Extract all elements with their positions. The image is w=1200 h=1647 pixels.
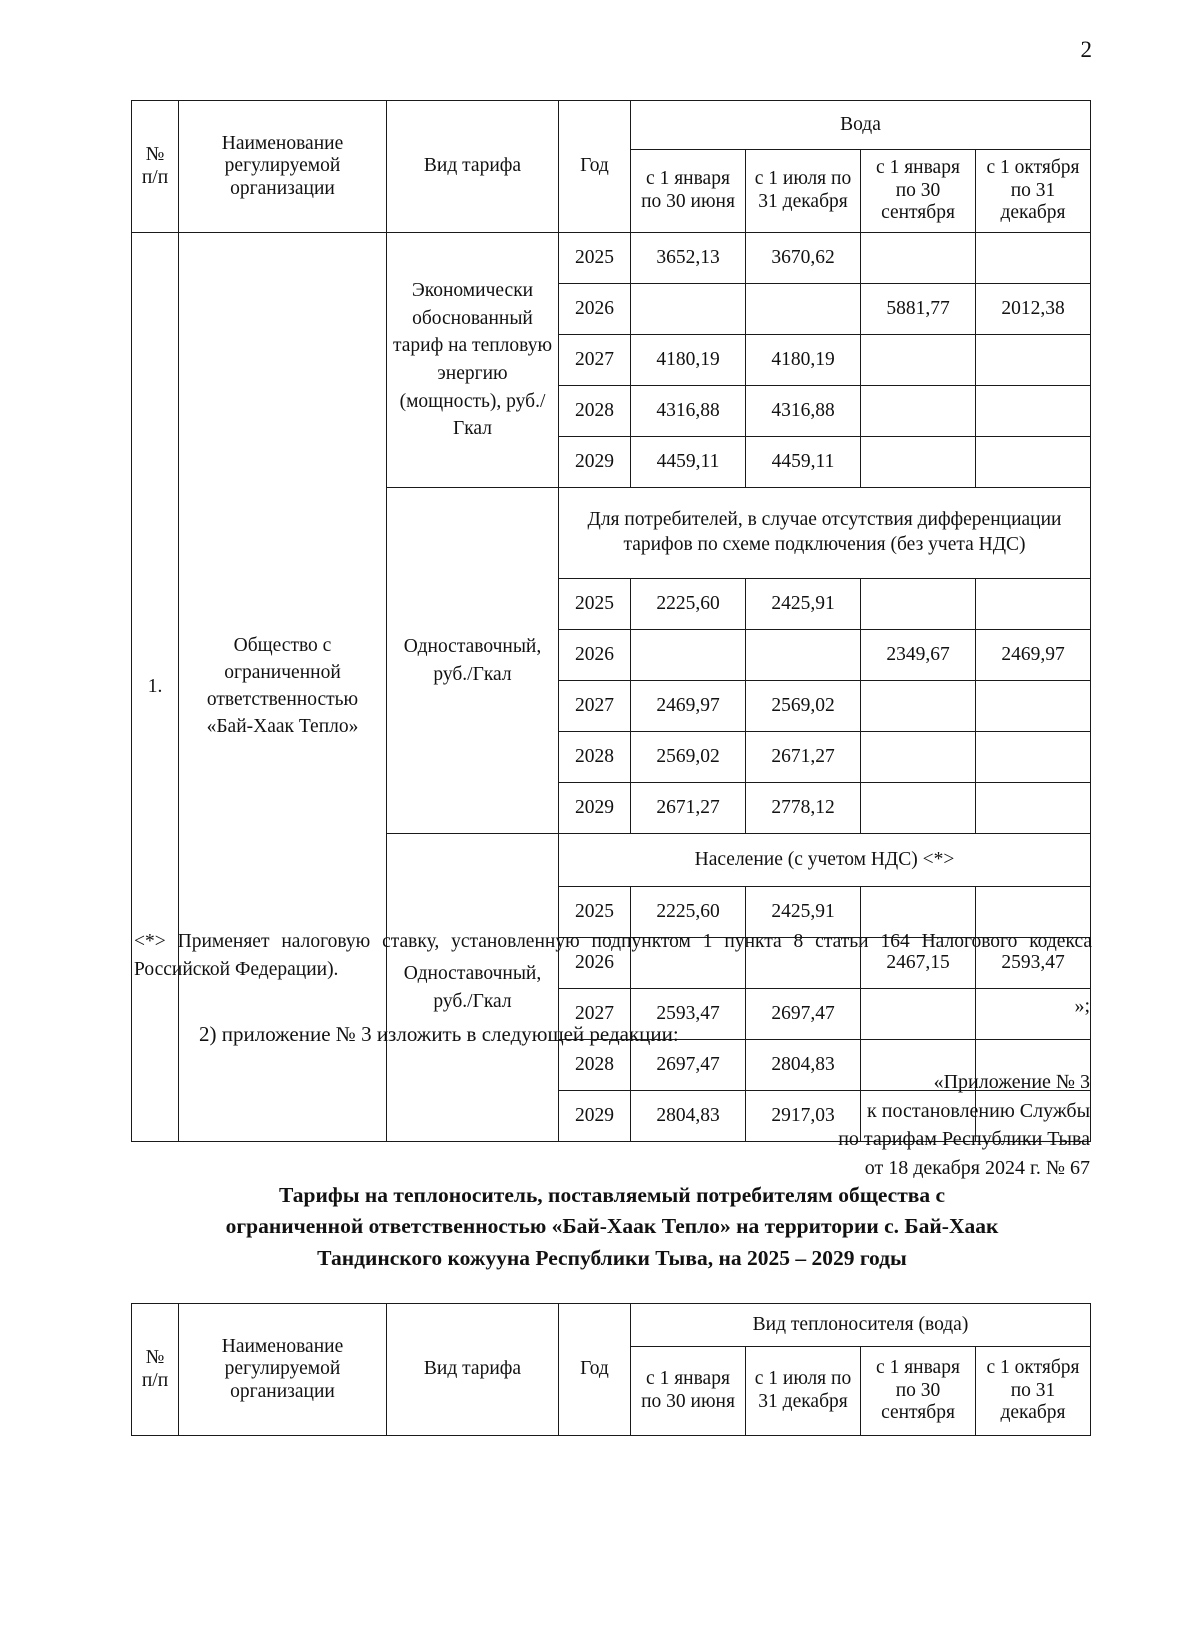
value-p1: 4180,19 xyxy=(631,335,746,386)
appendix-line-4: от 18 декабря 2024 г. № 67 xyxy=(864,1156,1090,1179)
value-p4 xyxy=(976,335,1091,386)
value-p2: 2917,03 xyxy=(746,1091,861,1142)
value-p2: 2804,83 xyxy=(746,1040,861,1091)
header-year: Год xyxy=(559,101,631,233)
section-banner-1: Для потребителей, в случае отсутствия дифференциации тарифов по схеме подключения (без учета НДС) xyxy=(559,488,1091,579)
value-p1 xyxy=(631,284,746,335)
value-p3 xyxy=(861,989,976,1040)
tariff-table-heat-energy xyxy=(131,100,1091,1142)
value-p1: 4459,11 xyxy=(631,437,746,488)
value-p1: 2593,47 xyxy=(631,989,746,1040)
year-cell: 2027 xyxy=(559,335,631,386)
value-p4 xyxy=(976,437,1091,488)
value-p4 xyxy=(976,233,1091,284)
section-title-line-2: ограниченной ответственностью «Бай-Хаак Тепло» на территории с. Бай-Хаак xyxy=(225,1214,999,1239)
section-title xyxy=(131,1180,1093,1274)
value-p4 xyxy=(976,989,1091,1040)
value-p2: 4459,11 xyxy=(746,437,861,488)
value-p1: 2469,97 xyxy=(631,681,746,732)
appendix-reference xyxy=(838,1068,1090,1182)
value-p3 xyxy=(861,732,976,783)
year-cell: 2026 xyxy=(559,284,631,335)
value-p2: 4180,19 xyxy=(746,335,861,386)
header-group-water: Вода xyxy=(631,101,1091,150)
value-p2: 2569,02 xyxy=(746,681,861,732)
year-cell: 2027 xyxy=(559,681,631,732)
organization-name: Общество с ограниченной ответственностью «Бай-Хаак Тепло» xyxy=(179,233,387,1142)
year-cell: 2027 xyxy=(559,989,631,1040)
header-number xyxy=(132,101,179,233)
header2-number xyxy=(132,1304,179,1436)
value-p2: 2697,47 xyxy=(746,989,861,1040)
year-cell: 2029 xyxy=(559,437,631,488)
value-p2: 4316,88 xyxy=(746,386,861,437)
table-header-row-1 xyxy=(132,101,1091,150)
header2-number-line1: № xyxy=(145,1346,165,1368)
header2-tariff-kind: Вид тарифа xyxy=(387,1304,559,1436)
year-cell: 2026 xyxy=(559,938,631,989)
value-p4: 2012,38 xyxy=(976,284,1091,335)
value-p3 xyxy=(861,681,976,732)
header2-organization: Наименование регулируемой организации xyxy=(179,1304,387,1436)
section-banner-2: Население (с учетом НДС) <*> xyxy=(559,834,1091,887)
value-p3: 5881,77 xyxy=(861,284,976,335)
year-cell: 2029 xyxy=(559,783,631,834)
year-cell: 2028 xyxy=(559,732,631,783)
header2-number-line2: п/п xyxy=(141,1369,169,1391)
header2-period-4: с 1 октября по 31 декабря xyxy=(976,1347,1091,1436)
value-p4 xyxy=(976,783,1091,834)
row-number: 1. xyxy=(132,233,179,1142)
value-p3 xyxy=(861,437,976,488)
value-p1: 2225,60 xyxy=(631,887,746,938)
header-tariff-kind: Вид тарифа xyxy=(387,101,559,233)
value-p2 xyxy=(746,630,861,681)
value-p4 xyxy=(976,579,1091,630)
value-p4 xyxy=(976,732,1091,783)
header-period-1: с 1 января по 30 июня xyxy=(631,150,746,233)
value-p2: 2671,27 xyxy=(746,732,861,783)
paragraph-item-2: 2) приложение № 3 изложить в следующей редакции: xyxy=(199,1022,679,1046)
value-p3: 2349,67 xyxy=(861,630,976,681)
table-top xyxy=(131,100,1091,1142)
year-cell: 2028 xyxy=(559,386,631,437)
header2-period-3: с 1 января по 30 сентября xyxy=(861,1347,976,1436)
value-p1: 2569,02 xyxy=(631,732,746,783)
header-period-4: с 1 октября по 31 декабря xyxy=(976,150,1091,233)
value-p1: 4316,88 xyxy=(631,386,746,437)
header-organization: Наименование регулируемой организации xyxy=(179,101,387,233)
year-cell: 2029 xyxy=(559,1091,631,1142)
value-p1: 3652,13 xyxy=(631,233,746,284)
tariff-kind-0: Экономически обоснованный тариф на тепловую энергию (мощность), руб./Гкал xyxy=(387,233,559,488)
year-cell: 2025 xyxy=(559,233,631,284)
value-p4: 2593,47 xyxy=(976,938,1091,989)
section-title-line-1: Тарифы на теплоноситель, поставляемый потребителям общества с xyxy=(278,1183,946,1207)
value-p4: 2469,97 xyxy=(976,630,1091,681)
value-p1: 2225,60 xyxy=(631,579,746,630)
value-p4 xyxy=(976,681,1091,732)
header-period-3: с 1 января по 30 сентября xyxy=(861,150,976,233)
appendix-line-3: по тарифам Республики Тыва xyxy=(838,1128,1090,1151)
value-p3 xyxy=(861,783,976,834)
header-number-line2: п/п xyxy=(141,166,169,188)
header-period-2: с 1 июля по 31 декабря xyxy=(746,150,861,233)
section-title-line-3: Тандинского кожууна Республики Тыва, на 2025 – 2029 годы xyxy=(317,1245,907,1270)
header2-period-2: с 1 июля по 31 декабря xyxy=(746,1347,861,1436)
value-p1 xyxy=(631,630,746,681)
tariff-kind-1: Одноставочный, руб./Гкал xyxy=(387,488,559,834)
page-number: 2 xyxy=(1080,37,1092,62)
value-p1: 2804,83 xyxy=(631,1091,746,1142)
value-p3: 2467,15 xyxy=(861,938,976,989)
appendix-line-2: к постановлению Службы xyxy=(867,1099,1090,1122)
value-p1: 2671,27 xyxy=(631,783,746,834)
value-p2 xyxy=(746,284,861,335)
value-p1: 2697,47 xyxy=(631,1040,746,1091)
appendix-line-1: «Приложение № 3 xyxy=(933,1071,1090,1093)
value-p3 xyxy=(861,579,976,630)
value-p3 xyxy=(861,233,976,284)
year-cell: 2025 xyxy=(559,887,631,938)
value-p2: 2425,91 xyxy=(746,887,861,938)
year-cell: 2025 xyxy=(559,579,631,630)
value-p2: 3670,62 xyxy=(746,233,861,284)
footnote-vat: <*> Применяет налоговую ставку, установленную подпунктом 1 пункта 8 статьи 164 Налогового кодекса Российской Федерации). xyxy=(134,931,1092,980)
year-cell: 2026 xyxy=(559,630,631,681)
tariff-table-coolant xyxy=(131,1303,1091,1436)
table-row xyxy=(132,233,1091,284)
table2-header-row-1 xyxy=(132,1304,1091,1347)
header-number-line1: № xyxy=(145,143,165,165)
value-p2: 2778,12 xyxy=(746,783,861,834)
tariff-kind-2: Одноставочный, руб./Гкал xyxy=(387,834,559,1142)
header2-period-1: с 1 января по 30 июня xyxy=(631,1347,746,1436)
header2-year: Год xyxy=(559,1304,631,1436)
closing-quote: »; xyxy=(1074,995,1090,1017)
value-p4 xyxy=(976,386,1091,437)
year-cell: 2028 xyxy=(559,1040,631,1091)
header2-group-coolant: Вид теплоносителя (вода) xyxy=(631,1304,1091,1347)
value-p3 xyxy=(861,386,976,437)
value-p3 xyxy=(861,335,976,386)
table-bottom xyxy=(131,1303,1091,1436)
value-p2: 2425,91 xyxy=(746,579,861,630)
